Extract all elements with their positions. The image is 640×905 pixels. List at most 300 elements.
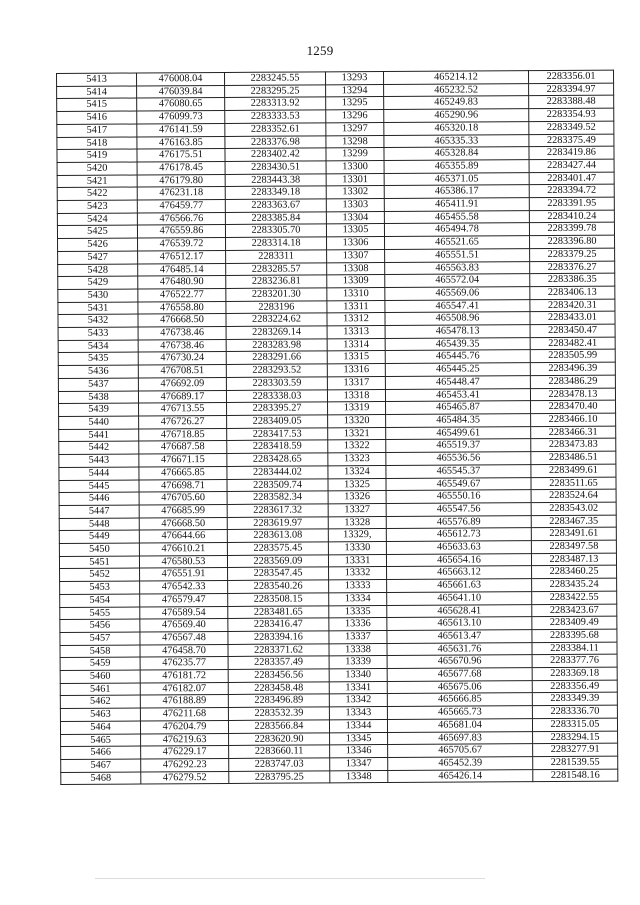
northing-b-cell: 2283386.35 (530, 273, 615, 286)
point-id-a-cell: 5465 (61, 734, 141, 747)
point-id-b-cell: 13312 (327, 313, 385, 326)
point-id-b-cell: 13345 (330, 732, 388, 745)
easting-b-cell: 465290.96 (384, 109, 529, 123)
easting-b-cell: 465641.10 (387, 591, 532, 605)
easting-b-cell: 465386.17 (384, 185, 529, 199)
northing-b-cell: 2283473.83 (531, 438, 616, 451)
easting-a-cell: 476668.50 (138, 314, 226, 327)
easting-a-cell: 476480.90 (138, 276, 226, 289)
northing-b-cell: 2283420.31 (530, 299, 615, 312)
northing-a-cell: 2283795.25 (229, 771, 330, 784)
northing-b-cell: 2283349.52 (529, 121, 614, 134)
easting-a-cell: 476726.27 (139, 415, 227, 428)
point-id-b-cell: 13341 (329, 681, 387, 694)
northing-b-cell: 2283384.11 (532, 642, 617, 655)
northing-b-cell: 2283478.13 (530, 388, 615, 401)
point-id-a-cell: 5432 (58, 314, 138, 327)
easting-a-cell: 476687.58 (139, 441, 227, 454)
easting-a-cell: 476182.07 (140, 682, 228, 695)
easting-b-cell: 465572.04 (385, 274, 530, 288)
easting-b-cell: 465439.35 (385, 337, 530, 351)
easting-b-cell: 465355.89 (384, 160, 529, 174)
easting-b-cell: 465661.63 (387, 579, 532, 593)
easting-b-cell: 465445.76 (385, 350, 530, 364)
point-id-b-cell: 13314 (327, 338, 385, 351)
easting-b-cell: 465666.85 (387, 693, 532, 707)
point-id-b-cell: 13338 (329, 643, 387, 656)
point-id-a-cell: 5458 (60, 645, 140, 658)
easting-a-cell: 476512.17 (138, 250, 226, 263)
easting-a-cell: 476718.85 (139, 428, 227, 441)
northing-a-cell: 2283269.14 (226, 326, 327, 339)
northing-a-cell: 2283409.05 (227, 415, 328, 428)
easting-a-cell: 476685.99 (139, 504, 227, 517)
northing-a-cell: 2283532.39 (228, 707, 329, 720)
northing-a-cell: 2283395.27 (227, 402, 328, 415)
easting-a-cell: 476698.71 (139, 479, 227, 492)
easting-b-cell: 465455.58 (384, 210, 529, 224)
point-id-a-cell: 5421 (57, 175, 137, 188)
point-id-b-cell: 13302 (326, 186, 384, 199)
point-id-b-cell: 13308 (327, 262, 385, 275)
point-id-b-cell: 13324 (328, 465, 386, 478)
northing-a-cell: 2283363.67 (225, 199, 326, 212)
point-id-a-cell: 5462 (60, 695, 140, 708)
point-id-b-cell: 13321 (328, 427, 386, 440)
point-id-a-cell: 5429 (58, 276, 138, 289)
northing-b-cell: 2283394.72 (529, 184, 614, 197)
northing-b-cell: 2283277.91 (533, 743, 618, 756)
scan-edge-line (95, 878, 485, 879)
easting-a-cell: 476188.89 (140, 695, 228, 708)
easting-a-cell: 476539.72 (138, 238, 226, 251)
easting-a-cell: 476178.45 (137, 161, 225, 174)
point-id-a-cell: 5449 (59, 530, 139, 543)
easting-b-cell: 465677.68 (387, 668, 532, 682)
easting-a-cell: 476141.59 (137, 123, 225, 136)
northing-b-cell: 2283524.64 (531, 489, 616, 502)
point-id-a-cell: 5454 (60, 594, 140, 607)
easting-a-cell: 476219.63 (141, 733, 229, 746)
northing-b-cell: 2283427.44 (529, 159, 614, 172)
northing-a-cell: 2283747.03 (229, 758, 330, 771)
easting-b-cell: 465521.65 (385, 236, 530, 250)
northing-a-cell: 2283352.61 (225, 123, 326, 136)
point-id-a-cell: 5457 (60, 632, 140, 645)
northing-a-cell: 2283314.18 (226, 237, 327, 250)
easting-b-cell: 465613.10 (387, 617, 532, 631)
point-id-a-cell: 5419 (57, 149, 137, 162)
northing-b-cell: 2283466.31 (531, 426, 616, 439)
point-id-a-cell: 5450 (59, 543, 139, 556)
point-id-a-cell: 5438 (58, 391, 138, 404)
point-id-b-cell: 13297 (326, 122, 384, 135)
point-id-a-cell: 5434 (58, 340, 138, 353)
easting-a-cell: 476231.18 (137, 187, 225, 200)
point-id-a-cell: 5414 (57, 86, 137, 99)
easting-b-cell: 465628.41 (387, 604, 532, 618)
easting-a-cell: 476458.70 (140, 644, 228, 657)
easting-b-cell: 465563.83 (385, 261, 530, 275)
point-id-b-cell: 13328 (328, 516, 386, 529)
point-id-b-cell: 13315 (327, 351, 385, 364)
point-id-b-cell: 13316 (327, 364, 385, 377)
easting-a-cell: 476738.46 (138, 327, 226, 340)
northing-a-cell: 2283540.26 (228, 580, 329, 593)
point-id-a-cell: 5447 (59, 505, 139, 518)
easting-b-cell: 465335.33 (384, 134, 529, 148)
easting-b-cell: 465547.56 (386, 503, 531, 517)
point-id-b-cell: 13299 (326, 148, 384, 161)
northing-a-cell: 2283496.89 (228, 694, 329, 707)
northing-a-cell: 2283293.52 (226, 364, 327, 377)
northing-b-cell: 2283369.18 (532, 667, 617, 680)
northing-b-cell: 2283391.95 (529, 197, 614, 210)
easting-a-cell: 476459.77 (137, 199, 225, 212)
easting-a-cell: 476163.85 (137, 136, 225, 149)
point-id-a-cell: 5444 (59, 467, 139, 480)
point-id-b-cell: 13346 (330, 745, 388, 758)
northing-a-cell: 2283285.57 (226, 262, 327, 275)
easting-b-cell: 465665.73 (387, 706, 532, 720)
northing-b-cell: 2283375.49 (529, 134, 614, 147)
easting-b-cell: 465232.52 (384, 83, 529, 97)
northing-a-cell: 2283236.81 (226, 275, 327, 288)
northing-b-cell: 2283435.24 (532, 578, 617, 591)
northing-a-cell: 2283201.30 (226, 288, 327, 301)
easting-b-cell: 465452.39 (388, 757, 533, 771)
point-id-b-cell: 13309 (327, 275, 385, 288)
northing-b-cell: 2283491.61 (531, 527, 616, 540)
easting-b-cell: 465448.47 (385, 375, 530, 389)
easting-a-cell: 476099.73 (137, 111, 225, 124)
point-id-b-cell: 13347 (330, 757, 388, 770)
northing-a-cell: 2283311 (226, 250, 327, 263)
point-id-a-cell: 5418 (57, 137, 137, 150)
northing-b-cell: 2283377.76 (532, 654, 617, 667)
point-id-b-cell: 13295 (326, 97, 384, 110)
northing-b-cell: 2283401.47 (529, 172, 614, 185)
point-id-a-cell: 5422 (57, 187, 137, 200)
easting-a-cell: 476551.91 (140, 568, 228, 581)
northing-b-cell: 2283487.13 (531, 553, 616, 566)
point-id-b-cell: 13301 (326, 173, 384, 186)
point-id-a-cell: 5452 (60, 568, 140, 581)
easting-a-cell: 476558.80 (138, 301, 226, 314)
easting-b-cell: 465426.14 (388, 769, 533, 783)
point-id-a-cell: 5459 (60, 657, 140, 670)
point-id-b-cell: 13348 (330, 770, 388, 783)
point-id-a-cell: 5428 (58, 264, 138, 277)
easting-a-cell: 476610.21 (139, 542, 227, 555)
easting-b-cell: 465478.13 (385, 325, 530, 339)
northing-a-cell: 2283417.53 (227, 428, 328, 441)
easting-b-cell: 465484.35 (386, 414, 531, 428)
point-id-a-cell: 5468 (61, 772, 141, 785)
point-id-b-cell: 13335 (329, 605, 387, 618)
point-id-b-cell: 13329, (328, 529, 386, 542)
easting-b-cell: 465214.12 (383, 71, 528, 85)
northing-b-cell: 2283315.05 (532, 718, 617, 731)
easting-b-cell: 465663.12 (387, 566, 532, 580)
northing-b-cell: 2283336.70 (532, 705, 617, 718)
easting-a-cell: 476708.51 (138, 365, 226, 378)
point-id-a-cell: 5455 (60, 607, 140, 620)
coordinates-table (56, 70, 618, 786)
easting-b-cell: 465576.89 (386, 515, 531, 529)
easting-a-cell: 476692.09 (138, 377, 226, 390)
point-id-b-cell: 13296 (326, 110, 384, 123)
northing-a-cell: 2283402.42 (225, 148, 326, 161)
point-id-a-cell: 5435 (58, 352, 138, 365)
northing-b-cell: 2283410.24 (529, 210, 614, 223)
easting-a-cell: 476008.04 (137, 72, 225, 85)
point-id-b-cell: 13303 (326, 199, 384, 212)
northing-b-cell: 2283496.39 (530, 362, 615, 375)
easting-b-cell: 465499.61 (386, 426, 531, 440)
point-id-a-cell: 5448 (59, 518, 139, 531)
easting-b-cell: 465613.47 (387, 630, 532, 644)
point-id-a-cell: 5463 (60, 708, 140, 721)
easting-b-cell: 465705.67 (388, 744, 533, 758)
northing-a-cell: 2283481.65 (228, 605, 329, 618)
point-id-a-cell: 5431 (58, 302, 138, 315)
point-id-a-cell: 5427 (58, 251, 138, 264)
easting-a-cell: 476175.51 (137, 149, 225, 162)
easting-b-cell: 465508.96 (385, 312, 530, 326)
northing-a-cell: 2283394.16 (228, 631, 329, 644)
northing-b-cell: 2283354.93 (529, 108, 614, 121)
northing-a-cell: 2283428.65 (227, 453, 328, 466)
point-id-a-cell: 5445 (59, 480, 139, 493)
easting-a-cell: 476179.80 (137, 174, 225, 187)
easting-a-cell: 476580.53 (139, 555, 227, 568)
table-row (61, 769, 618, 785)
northing-b-cell: 2283406.13 (530, 286, 615, 299)
point-id-a-cell: 5446 (59, 492, 139, 505)
easting-a-cell: 476522.77 (138, 288, 226, 301)
northing-b-cell: 2283482.41 (530, 337, 615, 350)
northing-a-cell: 2283444.02 (227, 466, 328, 479)
easting-b-cell: 465371.05 (384, 172, 529, 186)
easting-a-cell: 476542.33 (140, 581, 228, 594)
easting-b-cell: 465320.18 (384, 121, 529, 135)
easting-a-cell: 476204.79 (140, 720, 228, 733)
northing-a-cell: 2283456.56 (228, 669, 329, 682)
point-id-b-cell: 13325 (328, 478, 386, 491)
point-id-a-cell: 5439 (59, 403, 139, 416)
point-id-a-cell: 5420 (57, 162, 137, 175)
point-id-b-cell: 13305 (326, 224, 384, 237)
easting-b-cell: 465569.06 (385, 287, 530, 301)
easting-b-cell: 465675.06 (387, 680, 532, 694)
point-id-a-cell: 5425 (57, 225, 137, 238)
point-id-b-cell: 13298 (326, 135, 384, 148)
northing-b-cell: 2283379.25 (530, 248, 615, 261)
northing-a-cell: 2283291.66 (226, 351, 327, 364)
northing-b-cell: 2283450.47 (530, 324, 615, 337)
point-id-a-cell: 5417 (57, 124, 137, 137)
easting-a-cell: 476235.77 (140, 657, 228, 670)
northing-b-cell: 2281548.16 (533, 769, 618, 782)
easting-b-cell: 465453.41 (385, 388, 530, 402)
point-id-a-cell: 5413 (57, 73, 137, 86)
point-id-b-cell: 13337 (329, 630, 387, 643)
point-id-b-cell: 13344 (329, 719, 387, 732)
easting-b-cell: 465547.41 (385, 299, 530, 313)
easting-a-cell: 476485.14 (138, 263, 226, 276)
point-id-a-cell: 5433 (58, 327, 138, 340)
northing-a-cell: 2283620.90 (229, 732, 330, 745)
northing-a-cell: 2283283.98 (226, 339, 327, 352)
northing-a-cell: 2283416.47 (228, 618, 329, 631)
northing-b-cell: 2283486.29 (530, 375, 615, 388)
easting-a-cell: 476567.48 (140, 631, 228, 644)
easting-a-cell: 476211.68 (140, 708, 228, 721)
northing-a-cell: 2283196 (226, 301, 327, 314)
northing-b-cell: 2283543.02 (531, 502, 616, 515)
easting-b-cell: 465536.56 (386, 452, 531, 466)
point-id-b-cell: 13334 (329, 592, 387, 605)
easting-a-cell: 476566.76 (137, 212, 225, 225)
point-id-a-cell: 5440 (59, 416, 139, 429)
northing-a-cell: 2283508.15 (228, 593, 329, 606)
northing-b-cell: 2283466.10 (531, 413, 616, 426)
point-id-b-cell: 13327 (328, 503, 386, 516)
easting-b-cell: 465670.96 (387, 655, 532, 669)
point-id-a-cell: 5461 (60, 683, 140, 696)
northing-b-cell: 2283505.99 (530, 350, 615, 363)
point-id-a-cell: 5464 (60, 721, 140, 734)
northing-a-cell: 2283305.70 (225, 224, 326, 237)
easting-a-cell: 476579.47 (140, 593, 228, 606)
northing-b-cell: 2283394.97 (529, 83, 614, 96)
point-id-b-cell: 13318 (327, 389, 385, 402)
northing-b-cell: 2283470.40 (531, 400, 616, 413)
easting-b-cell: 465551.51 (385, 248, 530, 262)
point-id-b-cell: 13340 (329, 669, 387, 682)
point-id-a-cell: 5442 (59, 441, 139, 454)
easting-a-cell: 476279.52 (141, 771, 229, 784)
point-id-a-cell: 5424 (57, 213, 137, 226)
northing-b-cell: 2283486.51 (531, 451, 616, 464)
table-body (57, 70, 618, 785)
point-id-a-cell: 5423 (57, 200, 137, 213)
point-id-b-cell: 13320 (328, 414, 386, 427)
page-number: 1259 (306, 43, 334, 58)
easting-a-cell: 476730.24 (138, 352, 226, 365)
northing-a-cell: 2283569.09 (227, 555, 328, 568)
easting-a-cell: 476644.66 (139, 530, 227, 543)
northing-b-cell: 2283497.58 (531, 540, 616, 553)
northing-a-cell: 2283582.34 (227, 491, 328, 504)
northing-b-cell: 2283460.25 (532, 566, 617, 579)
point-id-b-cell: 13307 (327, 249, 385, 262)
point-id-b-cell: 13339 (329, 656, 387, 669)
point-id-a-cell: 5430 (58, 289, 138, 302)
point-id-a-cell: 5466 (61, 746, 141, 759)
point-id-b-cell: 13304 (326, 211, 384, 224)
easting-b-cell: 465612.73 (386, 528, 531, 542)
easting-b-cell: 465411.91 (384, 198, 529, 212)
northing-a-cell: 2283443.38 (225, 173, 326, 186)
easting-a-cell: 476589.54 (140, 606, 228, 619)
easting-a-cell: 476689.17 (138, 390, 226, 403)
northing-b-cell: 2283396.80 (530, 235, 615, 248)
northing-b-cell: 2283388.48 (529, 96, 614, 109)
point-id-b-cell: 13313 (327, 326, 385, 339)
easting-b-cell: 465549.67 (386, 477, 531, 491)
northing-a-cell: 2283371.62 (228, 643, 329, 656)
point-id-b-cell: 13294 (326, 84, 384, 97)
point-id-b-cell: 13293 (325, 71, 383, 84)
easting-b-cell: 465545.37 (386, 464, 531, 478)
easting-b-cell: 465697.83 (388, 731, 533, 745)
point-id-b-cell: 13306 (327, 237, 385, 250)
easting-a-cell: 476671.15 (139, 454, 227, 467)
point-id-a-cell: 5467 (61, 759, 141, 772)
northing-b-cell: 2283294.15 (533, 731, 618, 744)
northing-b-cell: 2283422.55 (532, 591, 617, 604)
point-id-b-cell: 13311 (327, 300, 385, 313)
point-id-b-cell: 13331 (328, 554, 386, 567)
point-id-a-cell: 5426 (58, 238, 138, 251)
northing-a-cell: 2283566.84 (228, 720, 329, 733)
point-id-a-cell: 5460 (60, 670, 140, 683)
northing-b-cell: 2283419.86 (529, 146, 614, 159)
northing-a-cell: 2283338.03 (226, 389, 327, 402)
point-id-b-cell: 13317 (327, 376, 385, 389)
northing-b-cell: 2283376.27 (530, 261, 615, 274)
point-id-b-cell: 13343 (329, 707, 387, 720)
northing-a-cell: 2283313.92 (225, 97, 326, 110)
point-id-a-cell: 5456 (60, 619, 140, 632)
easting-b-cell: 465633.63 (386, 541, 531, 555)
easting-a-cell: 476292.23 (141, 758, 229, 771)
easting-a-cell: 476039.84 (137, 85, 225, 98)
easting-b-cell: 465494.78 (384, 223, 529, 237)
point-id-a-cell: 5416 (57, 111, 137, 124)
northing-b-cell: 2283499.61 (531, 464, 616, 477)
northing-a-cell: 2283613.08 (227, 529, 328, 542)
northing-b-cell: 2283356.49 (532, 680, 617, 693)
northing-a-cell: 2283333.53 (225, 110, 326, 123)
easting-a-cell: 476569.40 (140, 619, 228, 632)
easting-b-cell: 465654.16 (386, 553, 531, 567)
northing-a-cell: 2283575.45 (227, 542, 328, 555)
point-id-a-cell: 5437 (58, 378, 138, 391)
northing-a-cell: 2283295.25 (225, 85, 326, 98)
northing-b-cell: 2283395.68 (532, 629, 617, 642)
easting-a-cell: 476668.50 (139, 517, 227, 530)
northing-b-cell: 2283399.78 (529, 223, 614, 236)
northing-b-cell: 2283356.01 (528, 70, 613, 83)
easting-b-cell: 465550.16 (386, 490, 531, 504)
easting-b-cell: 465465.87 (386, 401, 531, 415)
northing-a-cell: 2283376.98 (225, 135, 326, 148)
northing-b-cell: 2283349.39 (532, 693, 617, 706)
easting-a-cell: 476229.17 (141, 746, 229, 759)
easting-a-cell: 476738.46 (138, 339, 226, 352)
northing-a-cell: 2283418.59 (227, 440, 328, 453)
northing-b-cell: 2283423.67 (532, 604, 617, 617)
point-id-b-cell: 13300 (326, 160, 384, 173)
point-id-a-cell: 5443 (59, 454, 139, 467)
northing-a-cell: 2283303.59 (226, 377, 327, 390)
point-id-a-cell: 5436 (58, 365, 138, 378)
easting-a-cell: 476713.55 (139, 403, 227, 416)
point-id-a-cell: 5415 (57, 98, 137, 111)
